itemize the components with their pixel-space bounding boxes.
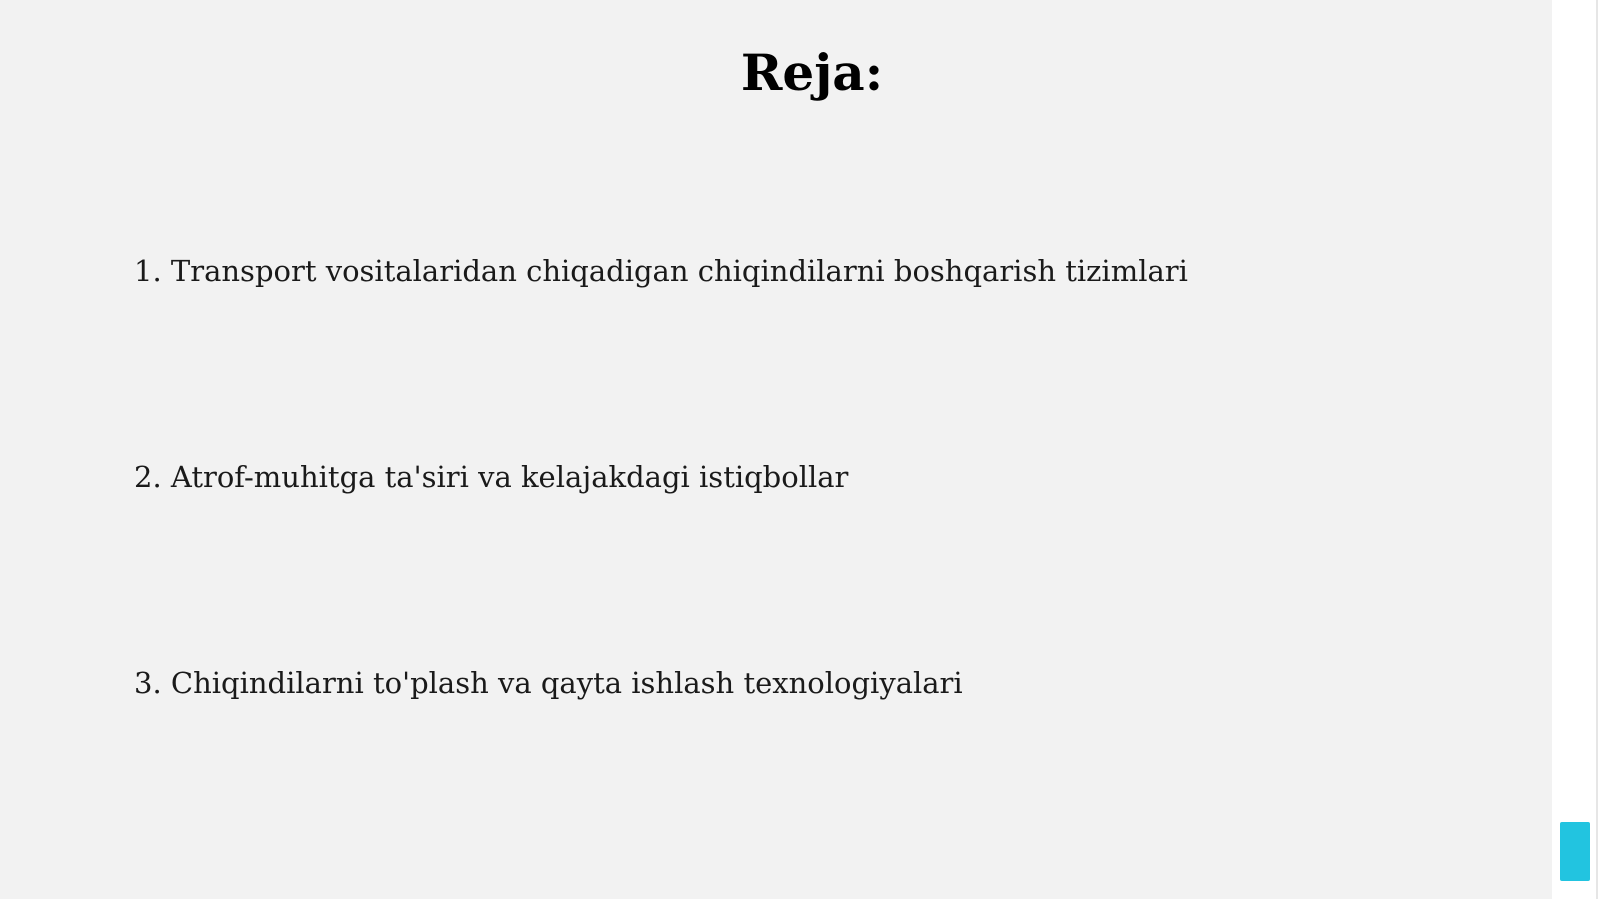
plan-item: 1. Transport vositalaridan chiqadigan chiqindilarni boshqarish tizimlari: [134, 254, 1188, 288]
scrollbar-thumb[interactable]: [1560, 822, 1590, 881]
scrollbar-track[interactable]: [1552, 0, 1600, 899]
plan-item: 3. Chiqindilarni to'plash va qayta ishlash texnologiyalari: [134, 666, 963, 700]
slide-title: Reja:: [740, 43, 884, 102]
window-edge-divider: [1596, 0, 1598, 899]
plan-item: 2. Atrof-muhitga ta'siri va kelajakdagi istiqbollar: [134, 460, 849, 494]
